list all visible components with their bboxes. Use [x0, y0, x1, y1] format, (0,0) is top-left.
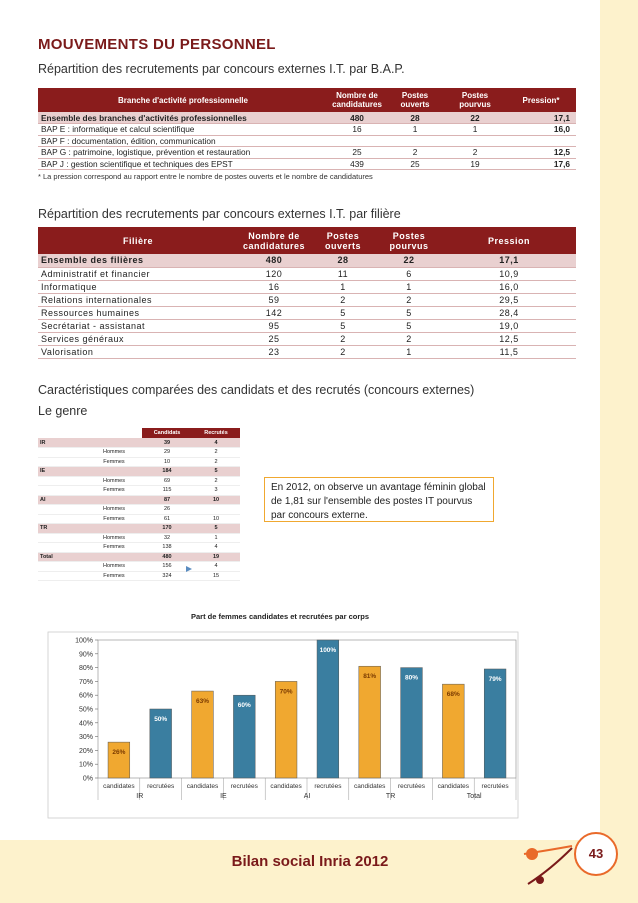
genre-recrutes: 5 [192, 467, 240, 477]
genre-candidats: 26 [142, 505, 192, 515]
genre-header-candidats: Candidats [142, 428, 192, 438]
x-tick-label: recrutées [230, 783, 258, 790]
genre-recrutes: 4 [192, 438, 240, 448]
arrow-marker [186, 566, 192, 572]
bap-cell: 480 [328, 112, 386, 124]
bar [359, 666, 381, 778]
bar [108, 742, 130, 778]
filiere-cell: 12,5 [442, 332, 576, 345]
table-row [38, 332, 576, 345]
table-row [38, 438, 240, 448]
genre-candidats: 32 [142, 533, 192, 543]
bap-cell [328, 135, 386, 147]
genre-header-recrutes: Recrutés [192, 428, 240, 438]
group-label: IE [220, 793, 227, 800]
bap-cell: 19 [444, 158, 506, 170]
genre-header-blank1 [38, 428, 86, 438]
bap-cell: 1 [386, 124, 444, 136]
bap-cell: 2 [386, 147, 444, 159]
y-tick-label: 80% [78, 665, 93, 673]
genre-recrutes: 15 [192, 571, 240, 581]
bap-cell: BAP E : informatique et calcul scientifique [38, 124, 328, 136]
bap-table [38, 88, 576, 170]
filiere-cell: 120 [238, 267, 310, 280]
x-tick-label: candidates [353, 783, 386, 790]
table-row [38, 552, 240, 562]
table-row [38, 467, 240, 477]
x-tick-label: recrutées [481, 783, 509, 790]
genre-candidats: 184 [142, 467, 192, 477]
bap-header-branch: Branche d'activité professionnelle [38, 88, 328, 112]
y-tick-label: 70% [78, 678, 93, 686]
table-row [38, 505, 240, 515]
genre-candidats: 61 [142, 514, 192, 524]
filiere-cell: 5 [376, 319, 442, 332]
section2-heading: Répartition des recrutements par concours externes I.T. par filière [38, 207, 401, 221]
genre-candidats: 170 [142, 524, 192, 534]
genre-sexe [86, 467, 142, 477]
genre-corps [38, 448, 86, 458]
footer-title: Bilan social Inria 2012 [231, 853, 389, 870]
pression-note: * La pression correspond au rapport entre le nombre de postes ouverts et le nombre de candidatures [38, 172, 373, 181]
bar [275, 681, 297, 778]
genre-recrutes [192, 505, 240, 515]
bap-cell: 17,1 [506, 112, 576, 124]
bar-label: 26% [112, 749, 126, 757]
bap-cell: 2 [444, 147, 506, 159]
genre-sexe: Femmes [86, 486, 142, 496]
table-row [38, 319, 576, 332]
genre-candidats: 29 [142, 448, 192, 458]
callout-box: En 2012, on observe un avantage féminin global de 1,81 sur l'ensemble des postes IT pourvus par concours externe. [264, 477, 494, 522]
genre-candidats: 115 [142, 486, 192, 496]
table-row [38, 514, 240, 524]
chart-title: Part de femmes candidates et recrutées par corps [191, 612, 369, 621]
genre-header-blank2 [86, 428, 142, 438]
bar-label: 100% [319, 647, 337, 654]
filiere-cell: 2 [310, 345, 376, 358]
genre-sexe: Hommes [86, 533, 142, 543]
y-tick-label: 0% [82, 775, 93, 783]
filiere-cell: 25 [238, 332, 310, 345]
bap-header-pourvus: Postes pourvus [444, 88, 506, 112]
bar-label: 70% [279, 688, 293, 696]
genre-sexe: Hommes [86, 476, 142, 486]
table-row [38, 124, 576, 136]
genre-recrutes: 5 [192, 524, 240, 534]
filiere-cell: 142 [238, 306, 310, 319]
genre-corps [38, 505, 86, 515]
genre-recrutes: 19 [192, 552, 240, 562]
y-tick-label: 20% [78, 747, 93, 755]
y-tick-label: 40% [78, 720, 93, 728]
x-tick-label: candidates [270, 783, 302, 790]
table-row [38, 543, 240, 553]
bar-label: 50% [154, 716, 168, 723]
genre-candidats: 10 [142, 457, 192, 467]
group-label: TR [385, 793, 396, 800]
x-tick-label: candidates [186, 783, 219, 790]
y-tick-label: 90% [78, 651, 93, 659]
genre-sexe: Hommes [86, 505, 142, 515]
genre-candidats: 39 [142, 438, 192, 448]
genre-recrutes: 2 [192, 476, 240, 486]
filiere-cell: Valorisation [38, 345, 238, 358]
bap-header-pression: Pression* [506, 88, 576, 112]
table-row [38, 562, 240, 572]
genre-candidats: 87 [142, 495, 192, 505]
genre-sexe [86, 524, 142, 534]
filiere-table [38, 227, 576, 359]
x-tick-label: candidates [437, 783, 470, 790]
section1-heading: Répartition des recrutements par concours externes I.T. par B.A.P. [38, 62, 405, 76]
table-row [38, 345, 576, 358]
bar [442, 684, 464, 778]
genre-sexe [86, 438, 142, 448]
table-row [38, 158, 576, 170]
filiere-cell: 95 [238, 319, 310, 332]
filiere-cell: 2 [310, 293, 376, 306]
genre-table [38, 428, 240, 581]
table-row [38, 495, 240, 505]
bap-cell: 25 [328, 147, 386, 159]
y-tick-label: 60% [78, 692, 93, 700]
genre-sexe: Femmes [86, 543, 142, 553]
genre-recrutes: 10 [192, 495, 240, 505]
bar-label: 81% [363, 673, 377, 681]
bap-cell [386, 135, 444, 147]
filiere-header-ouverts: Postes ouverts [310, 227, 376, 254]
filiere-header-pourvus: Postes pourvus [376, 227, 442, 254]
genre-sexe: Femmes [86, 457, 142, 467]
filiere-header-pression: Pression [442, 227, 576, 254]
women-share-chart [38, 630, 558, 820]
sidebar-band [600, 0, 638, 903]
filiere-cell: 28,4 [442, 306, 576, 319]
genre-corps [38, 476, 86, 486]
filiere-cell: 11,5 [442, 345, 576, 358]
genre-corps: AI [38, 495, 86, 505]
section3-heading: Caractéristiques comparées des candidats et des recrutés (concours externes) [38, 383, 475, 397]
genre-recrutes: 10 [192, 514, 240, 524]
genre-corps: IE [38, 467, 86, 477]
table-row [38, 533, 240, 543]
filiere-cell: Ensemble des filières [38, 254, 238, 267]
filiere-cell: 6 [376, 267, 442, 280]
table-row [38, 280, 576, 293]
filiere-cell: 2 [310, 332, 376, 345]
footer-band [0, 840, 600, 903]
genre-recrutes: 4 [192, 562, 240, 572]
bap-cell: 16,0 [506, 124, 576, 136]
filiere-cell: Relations internationales [38, 293, 238, 306]
bap-cell: BAP J : gestion scientifique et techniques des EPST [38, 158, 328, 170]
genre-recrutes: 4 [192, 543, 240, 553]
filiere-cell: Services généraux [38, 332, 238, 345]
genre-recrutes: 2 [192, 457, 240, 467]
filiere-cell: 23 [238, 345, 310, 358]
filiere-cell: Ressources humaines [38, 306, 238, 319]
bar-label: 63% [195, 698, 210, 706]
bar-label: 79% [488, 675, 502, 683]
genre-candidats: 324 [142, 571, 192, 581]
filiere-cell: 28 [310, 254, 376, 267]
table-row [38, 476, 240, 486]
bap-cell: 28 [386, 112, 444, 124]
genre-sexe: Femmes [86, 514, 142, 524]
genre-corps [38, 571, 86, 581]
genre-recrutes: 2 [192, 448, 240, 458]
table-row [38, 112, 576, 124]
bar [401, 668, 423, 778]
filiere-cell: 5 [376, 306, 442, 319]
filiere-cell: 5 [310, 306, 376, 319]
filiere-cell: 17,1 [442, 254, 576, 267]
genre-corps [38, 457, 86, 467]
page-title: MOUVEMENTS DU PERSONNEL [38, 36, 276, 53]
genre-corps [38, 543, 86, 553]
bap-header-ouverts: Postes ouverts [386, 88, 444, 112]
x-tick-label: recrutées [314, 783, 342, 790]
section3-subheading: Le genre [38, 404, 88, 418]
filiere-cell: Informatique [38, 280, 238, 293]
filiere-cell: 29,5 [442, 293, 576, 306]
filiere-cell: 11 [310, 267, 376, 280]
genre-candidats: 480 [142, 552, 192, 562]
group-label: IR [136, 793, 144, 800]
bar-label: 68% [446, 691, 460, 699]
genre-corps [38, 562, 86, 572]
y-tick-label: 30% [78, 734, 93, 742]
bar [317, 640, 339, 778]
table-row [38, 147, 576, 159]
filiere-cell: 2 [376, 293, 442, 306]
genre-corps: TR [38, 524, 86, 534]
filiere-cell: 59 [238, 293, 310, 306]
genre-recrutes: 3 [192, 486, 240, 496]
filiere-cell: 5 [310, 319, 376, 332]
filiere-header-filiere: Filière [38, 227, 238, 254]
filiere-cell: 16,0 [442, 280, 576, 293]
bap-cell: 25 [386, 158, 444, 170]
filiere-cell: 16 [238, 280, 310, 293]
table-row [38, 306, 576, 319]
genre-corps [38, 533, 86, 543]
filiere-cell: 480 [238, 254, 310, 267]
bar-label: 80% [404, 674, 419, 682]
table-row [38, 457, 240, 467]
x-tick-label: recrutées [147, 783, 175, 790]
bap-cell [506, 135, 576, 147]
bap-cell: 1 [444, 124, 506, 136]
filiere-cell: Secrétariat - assistanat [38, 319, 238, 332]
bap-cell: BAP G : patrimoine, logistique, prévention et restauration [38, 147, 328, 159]
filiere-cell: 1 [376, 345, 442, 358]
bap-cell: 17,6 [506, 158, 576, 170]
page-number: 43 [574, 832, 618, 876]
genre-sexe: Hommes [86, 562, 142, 572]
filiere-cell: Administratif et financier [38, 267, 238, 280]
genre-candidats: 156 [142, 562, 192, 572]
bap-cell: BAP F : documentation, édition, communication [38, 135, 328, 147]
table-row [38, 254, 576, 267]
table-row [38, 293, 576, 306]
genre-corps [38, 514, 86, 524]
y-tick-label: 100% [75, 637, 93, 645]
filiere-cell: 10,9 [442, 267, 576, 280]
y-tick-label: 50% [78, 706, 93, 714]
bap-cell: 12,5 [506, 147, 576, 159]
genre-sexe [86, 495, 142, 505]
genre-sexe [86, 552, 142, 562]
genre-candidats: 69 [142, 476, 192, 486]
genre-sexe: Hommes [86, 448, 142, 458]
genre-candidats: 138 [142, 543, 192, 553]
bar [484, 669, 506, 778]
table-row [38, 571, 240, 581]
bar-label: 60% [237, 702, 251, 710]
genre-corps: IR [38, 438, 86, 448]
bap-cell [444, 135, 506, 147]
filiere-cell: 19,0 [442, 319, 576, 332]
filiere-cell: 2 [376, 332, 442, 345]
table-row [38, 267, 576, 280]
bap-cell: 439 [328, 158, 386, 170]
bap-cell: 16 [328, 124, 386, 136]
x-tick-label: candidates [103, 783, 135, 790]
table-row [38, 486, 240, 496]
bap-cell: Ensemble des branches d'activités professionnelles [38, 112, 328, 124]
bap-cell: 22 [444, 112, 506, 124]
filiere-cell: 22 [376, 254, 442, 267]
x-tick-label: recrutées [397, 783, 426, 790]
table-row [38, 448, 240, 458]
genre-corps [38, 486, 86, 496]
table-row [38, 135, 576, 147]
group-label: AI [303, 793, 311, 800]
group-label: Total [466, 793, 482, 800]
y-tick-label: 10% [78, 761, 93, 769]
filiere-cell: 1 [376, 280, 442, 293]
filiere-cell: 1 [310, 280, 376, 293]
genre-recrutes: 1 [192, 533, 240, 543]
filiere-header-candidatures: Nombre de candidatures [238, 227, 310, 254]
genre-sexe: Femmes [86, 571, 142, 581]
table-row [38, 524, 240, 534]
bap-header-candidatures: Nombre de candidatures [328, 88, 386, 112]
genre-corps: Total [38, 552, 86, 562]
